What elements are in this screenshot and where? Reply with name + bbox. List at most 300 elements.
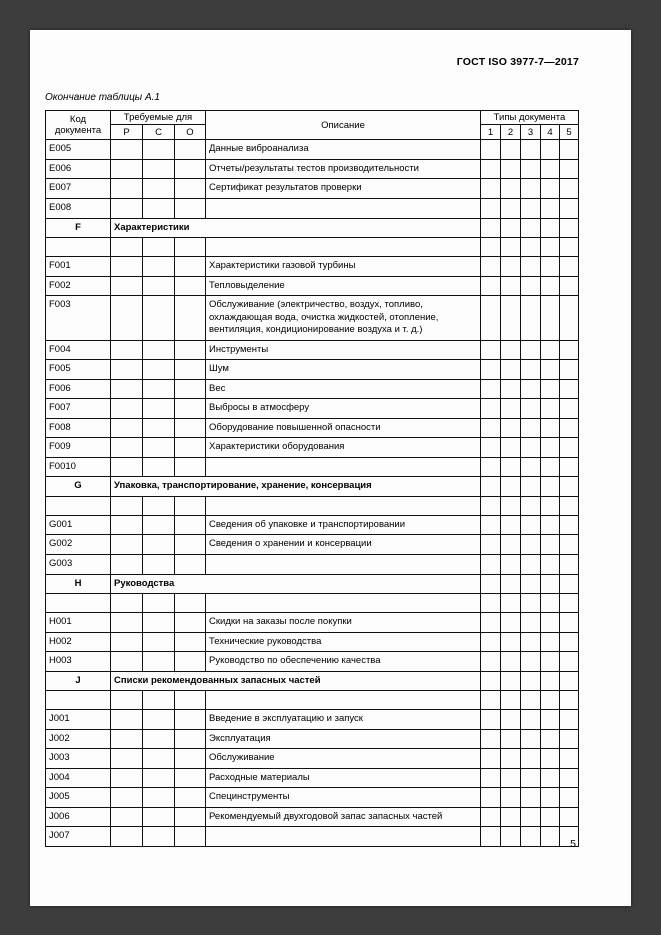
doc-type-cell [541, 574, 560, 594]
doc-type-cell [481, 218, 501, 238]
table-row [46, 379, 579, 399]
required-cell [111, 179, 143, 199]
doc-type-cell [560, 360, 579, 380]
table-row [46, 418, 579, 438]
required-cell [175, 749, 206, 769]
doc-type-cell [481, 477, 501, 497]
required-cell [143, 613, 175, 633]
doc-type-cell [501, 827, 521, 847]
doc-type-cell [541, 710, 560, 730]
row-description: Скидки на заказы после покупки [206, 613, 481, 633]
document-table [45, 110, 579, 847]
header-type-col: 4 [541, 125, 560, 140]
doc-type-cell [521, 671, 541, 691]
table-row [46, 360, 579, 380]
doc-type-cell [501, 496, 521, 515]
spacer-row [46, 594, 579, 613]
required-cell [111, 535, 143, 555]
doc-type-cell [481, 613, 501, 633]
required-cell [175, 729, 206, 749]
required-cell [111, 768, 143, 788]
doc-type-cell [501, 594, 521, 613]
doc-type-cell [560, 457, 579, 477]
doc-type-cell [521, 768, 541, 788]
doc-type-cell [521, 632, 541, 652]
required-cell [111, 827, 143, 847]
row-code: J002 [46, 729, 111, 749]
doc-type-cell [521, 296, 541, 341]
doc-type-cell [541, 477, 560, 497]
row-code: J003 [46, 749, 111, 769]
doc-type-cell [541, 729, 560, 749]
required-cell [111, 238, 143, 257]
required-cell [111, 613, 143, 633]
doc-type-cell [560, 710, 579, 730]
doc-type-cell [521, 399, 541, 419]
doc-type-cell [501, 535, 521, 555]
doc-type-cell [541, 496, 560, 515]
header-doc-types: Типы документа [481, 111, 579, 125]
doc-type-cell [481, 399, 501, 419]
doc-type-cell [481, 632, 501, 652]
doc-type-cell [481, 379, 501, 399]
required-cell [143, 399, 175, 419]
required-cell [175, 238, 206, 257]
row-description [206, 198, 481, 218]
row-description [206, 457, 481, 477]
doc-type-cell [521, 691, 541, 710]
doc-type-cell [541, 179, 560, 199]
doc-type-cell [501, 477, 521, 497]
doc-type-cell [560, 276, 579, 296]
required-cell [175, 457, 206, 477]
required-cell [175, 788, 206, 808]
table-row [46, 652, 579, 672]
spacer-row [46, 691, 579, 710]
required-cell [111, 360, 143, 380]
doc-type-cell [501, 515, 521, 535]
table-row [46, 296, 579, 341]
doc-type-cell [521, 238, 541, 257]
doc-type-cell [501, 159, 521, 179]
doc-type-cell [560, 749, 579, 769]
required-cell [175, 710, 206, 730]
doc-type-cell [541, 340, 560, 360]
row-code [46, 496, 111, 515]
table-caption: Окончание таблицы А.1 [45, 92, 160, 103]
doc-type-cell [521, 159, 541, 179]
required-cell [143, 159, 175, 179]
section-title: Списки рекомендованных запасных частей [111, 671, 481, 691]
doc-type-cell [560, 788, 579, 808]
doc-type-cell [501, 613, 521, 633]
required-cell [111, 691, 143, 710]
doc-type-cell [521, 379, 541, 399]
row-code: H002 [46, 632, 111, 652]
required-cell [143, 457, 175, 477]
doc-type-cell [501, 218, 521, 238]
doc-type-cell [560, 140, 579, 160]
table-row [46, 555, 579, 575]
doc-type-cell [501, 807, 521, 827]
doc-type-cell [521, 438, 541, 458]
doc-type-cell [521, 477, 541, 497]
required-cell [175, 257, 206, 277]
row-description: Сведения об упаковке и транспортировании [206, 515, 481, 535]
required-cell [143, 555, 175, 575]
header-required-col: Р [111, 125, 143, 140]
doc-type-cell [501, 457, 521, 477]
required-cell [143, 788, 175, 808]
header-required-col: С [143, 125, 175, 140]
table-row [46, 340, 579, 360]
doc-type-cell [521, 574, 541, 594]
row-description [206, 238, 481, 257]
required-cell [143, 827, 175, 847]
doc-type-cell [541, 296, 560, 341]
row-description [206, 691, 481, 710]
required-cell [143, 238, 175, 257]
row-code: F004 [46, 340, 111, 360]
table-row [46, 179, 579, 199]
row-code: E008 [46, 198, 111, 218]
section-code: H [46, 574, 111, 594]
doc-type-cell [481, 179, 501, 199]
row-code: F006 [46, 379, 111, 399]
header-type-col: 1 [481, 125, 501, 140]
doc-type-cell [560, 379, 579, 399]
doc-type-cell [521, 276, 541, 296]
section-title: Упаковка, транспортирование, хранение, консервация [111, 477, 481, 497]
row-code: J005 [46, 788, 111, 808]
row-code: J001 [46, 710, 111, 730]
doc-type-cell [501, 788, 521, 808]
row-code: F003 [46, 296, 111, 341]
required-cell [175, 515, 206, 535]
doc-type-cell [541, 379, 560, 399]
table-row [46, 159, 579, 179]
row-description: Характеристики оборудования [206, 438, 481, 458]
doc-type-cell [541, 691, 560, 710]
required-cell [143, 710, 175, 730]
doc-type-cell [481, 652, 501, 672]
required-cell [111, 296, 143, 341]
required-cell [111, 418, 143, 438]
row-description: Сертификат результатов проверки [206, 179, 481, 199]
document-page [30, 30, 631, 906]
row-description [206, 496, 481, 515]
doc-type-cell [560, 574, 579, 594]
required-cell [175, 691, 206, 710]
doc-type-cell [481, 535, 501, 555]
doc-type-cell [521, 360, 541, 380]
required-cell [111, 340, 143, 360]
doc-type-cell [521, 729, 541, 749]
row-description: Вес [206, 379, 481, 399]
required-cell [111, 198, 143, 218]
row-description: Оборудование повышенной опасности [206, 418, 481, 438]
doc-type-cell [481, 594, 501, 613]
doc-type-cell [481, 788, 501, 808]
row-code: F008 [46, 418, 111, 438]
doc-type-cell [521, 594, 541, 613]
doc-type-cell [560, 632, 579, 652]
required-cell [111, 788, 143, 808]
row-code: H001 [46, 613, 111, 633]
required-cell [175, 418, 206, 438]
row-description: Тепловыделение [206, 276, 481, 296]
header-type-col: 5 [560, 125, 579, 140]
section-row [46, 574, 579, 594]
doc-type-cell [541, 515, 560, 535]
doc-type-cell [481, 807, 501, 827]
required-cell [143, 749, 175, 769]
doc-type-cell [521, 535, 541, 555]
doc-type-cell [541, 198, 560, 218]
doc-type-cell [541, 140, 560, 160]
doc-type-cell [560, 671, 579, 691]
spacer-row [46, 496, 579, 515]
doc-type-cell [481, 238, 501, 257]
doc-type-cell [481, 296, 501, 341]
table-row [46, 140, 579, 160]
doc-type-cell [501, 555, 521, 575]
required-cell [143, 418, 175, 438]
row-description [206, 594, 481, 613]
required-cell [111, 515, 143, 535]
doc-type-cell [481, 710, 501, 730]
doc-type-cell [501, 257, 521, 277]
doc-type-cell [521, 179, 541, 199]
doc-type-cell [501, 360, 521, 380]
header-code: Код документа [46, 111, 111, 140]
required-cell [111, 729, 143, 749]
doc-type-cell [541, 360, 560, 380]
doc-type-cell [541, 749, 560, 769]
row-description: Сведения о хранении и консервации [206, 535, 481, 555]
section-row [46, 477, 579, 497]
row-description: Характеристики газовой турбины [206, 257, 481, 277]
required-cell [175, 613, 206, 633]
required-cell [111, 555, 143, 575]
required-cell [111, 710, 143, 730]
doc-type-cell [521, 496, 541, 515]
doc-type-cell [501, 671, 521, 691]
required-cell [175, 399, 206, 419]
required-cell [143, 691, 175, 710]
required-cell [143, 360, 175, 380]
doc-type-cell [521, 788, 541, 808]
doc-type-cell [541, 827, 560, 847]
header-type-col: 2 [501, 125, 521, 140]
row-description: Инструменты [206, 340, 481, 360]
doc-type-cell [541, 613, 560, 633]
row-code: F005 [46, 360, 111, 380]
doc-type-cell [560, 399, 579, 419]
table-row [46, 749, 579, 769]
row-description: Технические руководства [206, 632, 481, 652]
row-code: G003 [46, 555, 111, 575]
doc-type-cell [501, 276, 521, 296]
required-cell [143, 807, 175, 827]
row-code: F007 [46, 399, 111, 419]
doc-type-cell [541, 218, 560, 238]
required-cell [175, 827, 206, 847]
required-cell [175, 140, 206, 160]
header-description: Описание [206, 111, 481, 140]
doc-type-cell [541, 159, 560, 179]
doc-type-cell [541, 438, 560, 458]
table-row [46, 632, 579, 652]
required-cell [175, 159, 206, 179]
row-code: J006 [46, 807, 111, 827]
doc-type-cell [521, 340, 541, 360]
row-code: J007 [46, 827, 111, 847]
doc-type-cell [560, 296, 579, 341]
doc-type-cell [521, 749, 541, 769]
table-row [46, 613, 579, 633]
row-code: F001 [46, 257, 111, 277]
required-cell [143, 632, 175, 652]
required-cell [175, 360, 206, 380]
doc-type-cell [481, 768, 501, 788]
doc-type-cell [560, 691, 579, 710]
required-cell [111, 652, 143, 672]
doc-type-cell [521, 198, 541, 218]
header-type-col: 3 [521, 125, 541, 140]
table-row [46, 729, 579, 749]
doc-type-cell [521, 515, 541, 535]
required-cell [175, 768, 206, 788]
doc-type-cell [560, 340, 579, 360]
row-code: F0010 [46, 457, 111, 477]
row-code [46, 238, 111, 257]
doc-type-cell [521, 257, 541, 277]
doc-type-cell [501, 238, 521, 257]
required-cell [143, 729, 175, 749]
required-cell [143, 276, 175, 296]
row-code [46, 594, 111, 613]
doc-type-cell [541, 418, 560, 438]
document-standard-number: ГОСТ ISO 3977-7—2017 [456, 56, 579, 68]
table-row [46, 276, 579, 296]
doc-type-cell [521, 807, 541, 827]
doc-type-cell [481, 574, 501, 594]
required-cell [175, 496, 206, 515]
section-row [46, 671, 579, 691]
doc-type-cell [560, 159, 579, 179]
row-description: Отчеты/результаты тестов производительности [206, 159, 481, 179]
required-cell [111, 807, 143, 827]
row-code: E006 [46, 159, 111, 179]
required-cell [143, 652, 175, 672]
row-code [46, 691, 111, 710]
table-row [46, 438, 579, 458]
row-description: Введение в эксплуатацию и запуск [206, 710, 481, 730]
row-code: G002 [46, 535, 111, 555]
doc-type-cell [481, 749, 501, 769]
row-code: F009 [46, 438, 111, 458]
required-cell [111, 379, 143, 399]
doc-type-cell [481, 140, 501, 160]
doc-type-cell [521, 827, 541, 847]
doc-type-cell [541, 257, 560, 277]
table-row [46, 535, 579, 555]
doc-type-cell [481, 438, 501, 458]
required-cell [175, 594, 206, 613]
required-cell [111, 438, 143, 458]
row-code: E007 [46, 179, 111, 199]
required-cell [143, 198, 175, 218]
required-cell [111, 632, 143, 652]
doc-type-cell [560, 218, 579, 238]
required-cell [111, 457, 143, 477]
header-required-for: Требуемые для [111, 111, 206, 125]
table-row [46, 257, 579, 277]
required-cell [143, 535, 175, 555]
doc-type-cell [501, 768, 521, 788]
section-code: J [46, 671, 111, 691]
doc-type-cell [501, 379, 521, 399]
required-cell [143, 594, 175, 613]
doc-type-cell [541, 807, 560, 827]
row-description: Обслуживание [206, 749, 481, 769]
required-cell [143, 140, 175, 160]
header-required-col: О [175, 125, 206, 140]
required-cell [175, 296, 206, 341]
required-cell [175, 179, 206, 199]
required-cell [143, 179, 175, 199]
doc-type-cell [560, 179, 579, 199]
doc-type-cell [501, 340, 521, 360]
doc-type-cell [501, 691, 521, 710]
doc-type-cell [501, 296, 521, 341]
doc-type-cell [560, 238, 579, 257]
required-cell [111, 159, 143, 179]
required-cell [143, 438, 175, 458]
doc-type-cell [521, 140, 541, 160]
doc-type-cell [541, 768, 560, 788]
doc-type-cell [481, 555, 501, 575]
row-code: H003 [46, 652, 111, 672]
doc-type-cell [541, 652, 560, 672]
required-cell [175, 276, 206, 296]
section-title: Руководства [111, 574, 481, 594]
doc-type-cell [560, 729, 579, 749]
doc-type-cell [560, 652, 579, 672]
doc-type-cell [521, 652, 541, 672]
required-cell [143, 257, 175, 277]
doc-type-cell [541, 632, 560, 652]
doc-type-cell [501, 652, 521, 672]
doc-type-cell [541, 535, 560, 555]
table-row [46, 457, 579, 477]
table-row [46, 788, 579, 808]
section-row [46, 218, 579, 238]
row-description: Выбросы в атмосферу [206, 399, 481, 419]
table-header [46, 111, 579, 140]
required-cell [111, 276, 143, 296]
doc-type-cell [501, 710, 521, 730]
table-row [46, 515, 579, 535]
doc-type-cell [560, 198, 579, 218]
required-cell [111, 140, 143, 160]
doc-type-cell [521, 218, 541, 238]
required-cell [143, 496, 175, 515]
doc-type-cell [560, 613, 579, 633]
required-cell [143, 296, 175, 341]
section-title: Характеристики [111, 218, 481, 238]
